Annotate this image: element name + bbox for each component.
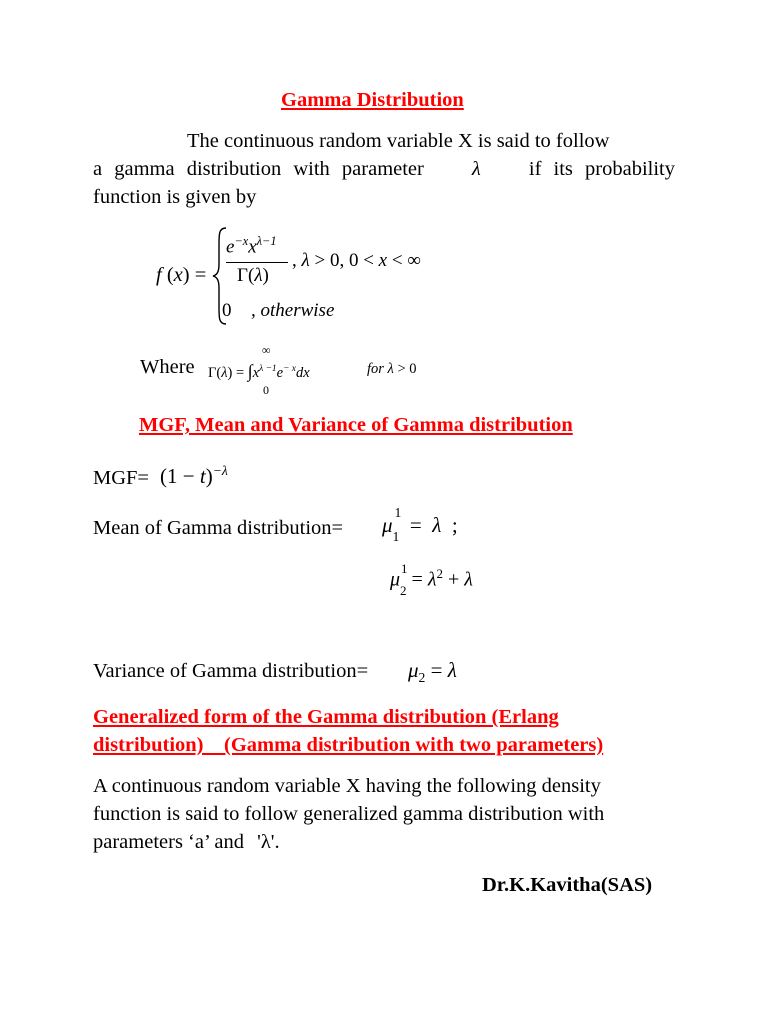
second-moment-formula: μ 1 $_2 = \lambda^2 + \lambda$	[390, 560, 473, 598]
section-heading-generalized-line-2: distribution) (Gamma distribution with two parameters)	[93, 734, 604, 756]
generalized-lambda-symbol: 'λ'.	[257, 831, 280, 853]
gamma-function-formula: $\Gamma(\lambda) = \int x^{\lambda -1}e^{- x}dx$	[208, 361, 310, 381]
generalized-line-3	[93, 831, 280, 854]
generalized-line-3-text: parameters ‘a’ and	[93, 831, 244, 853]
gamma-function-lower-limit: 0	[263, 383, 269, 397]
mean-label: Mean of Gamma distribution=	[93, 517, 344, 539]
variance-formula: $\mu_2 = \lambda$	[408, 658, 457, 686]
fraction-bar	[226, 262, 288, 263]
pdf-zero: 0	[222, 300, 232, 321]
intro-line-3: function is given by	[93, 186, 257, 208]
intro-line-2-text-a: a gamma distribution with parameter	[93, 158, 424, 180]
generalized-line-1: A continuous random variable X having the following density	[93, 775, 601, 797]
mean-formula: μ 1 $_1$ = λ ;	[382, 505, 458, 545]
intro-line-1: The continuous random variable X is said to follow	[187, 130, 610, 152]
intro-line-2	[93, 158, 675, 181]
page-title: Gamma Distribution	[281, 89, 464, 111]
intro-line-2-text-b: if its probability	[528, 158, 675, 180]
where-label: Where	[140, 356, 195, 378]
variance-label: Variance of Gamma distribution=	[93, 660, 369, 682]
section-heading-generalized-line-1: Generalized form of the Gamma distribution (Erlang	[93, 706, 559, 728]
pdf-lhs: f (x) =	[156, 264, 207, 286]
pdf-condition: , λ > 0, 0 < x < ∞	[292, 250, 421, 271]
gamma-function-upper-limit: ∞	[262, 343, 271, 357]
mgf-label: MGF=	[93, 467, 149, 489]
section-heading-mgf: MGF, Mean and Variance of Gamma distribution	[139, 414, 573, 436]
pdf-denominator: Γ(λ)	[237, 265, 269, 286]
generalized-line-2: function is said to follow generalized gamma distribution with	[93, 803, 605, 825]
pdf-otherwise: , otherwise	[251, 300, 335, 321]
author-signature: Dr.K.Kavitha(SAS)	[482, 874, 653, 896]
gamma-function-condition: for λ > 0	[367, 361, 417, 377]
lambda-symbol: λ	[471, 158, 481, 180]
mgf-formula: $(1 - t)^{-\lambda}$	[160, 463, 228, 488]
pdf-numerator: $e^{-x}x^{\lambda-1}$	[226, 234, 277, 258]
